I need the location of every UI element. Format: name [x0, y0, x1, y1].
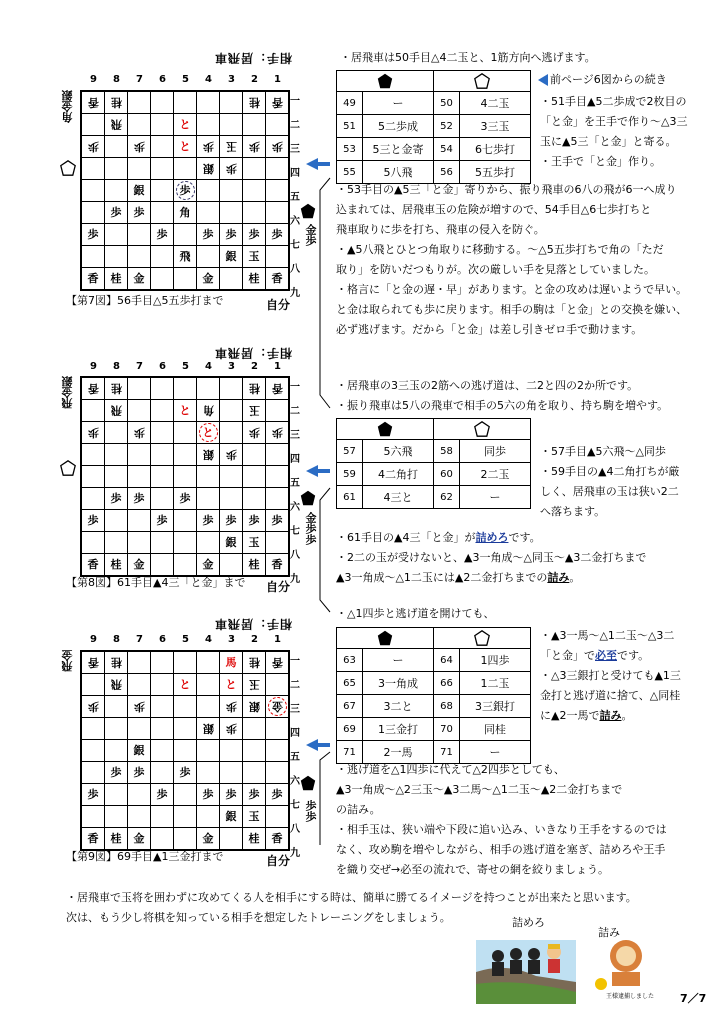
move-row	[337, 440, 531, 463]
shogi-piece: 玉	[248, 678, 260, 691]
shogi-piece: 歩	[248, 140, 260, 153]
shogi-piece: 歩	[248, 228, 260, 241]
move-row	[337, 672, 531, 695]
board1-caption: 【第7図】56手目△5五歩打まで	[66, 294, 224, 307]
move-number: 60	[434, 463, 460, 486]
illus-label-tsumero: 詰めろ	[512, 916, 545, 929]
move-text: 4三と	[363, 486, 434, 509]
paragraph-3: ・61手目の▲4三「と金」が詰めろです。 ・2二の玉が受けないと、▲3一角成～△同玉～▲3二金打ちまで ▲3一角成～△1二玉には▲2二金打ちまでの詰み。	[336, 531, 647, 584]
move-text: 1四歩	[460, 649, 531, 672]
black-pentagon-icon	[377, 630, 393, 646]
shogi-piece: と	[199, 423, 218, 442]
shogi-piece: 歩	[271, 514, 283, 527]
white-pentagon-icon	[474, 73, 490, 89]
board2-self-label: 自分	[266, 580, 291, 594]
shogi-piece: 飛	[110, 118, 122, 131]
side-notes-2: ・57手目▲5六飛～△同歩 ・59手目の▲4二角打ちが厳 しく、居飛車の玉は狭い2二 へ落ちます。	[540, 445, 680, 518]
move-row	[337, 138, 531, 161]
footer-text: ・居飛車で玉将を囲わずに攻めてくる人を相手にする時は、簡単に勝てるイメージを持つことが出来たと思います。 次は、もう少し将棋を知っている相手を想定したトレーニングをしましょう。	[66, 891, 637, 924]
page-number: 7／7	[680, 992, 707, 1005]
shogi-piece: 歩	[225, 700, 237, 713]
shogi-piece: と	[179, 118, 191, 131]
move-number: 57	[337, 440, 363, 463]
shogi-piece: 金	[202, 558, 214, 571]
shogi-piece: 玉	[225, 140, 237, 153]
shogi-piece: 金	[202, 272, 214, 285]
shogi-piece: 香	[271, 272, 283, 285]
move-text: 5六飛	[363, 440, 434, 463]
move-text: 4二玉	[460, 92, 531, 115]
move-text: 2二玉	[460, 463, 531, 486]
move-number: 71	[434, 741, 460, 764]
white-pentagon-icon	[474, 421, 490, 437]
shogi-piece: 歩	[225, 788, 237, 801]
shogi-piece: 銀	[225, 536, 237, 549]
shogi-piece: 歩	[110, 206, 122, 219]
shogi-piece: 歩	[271, 228, 283, 241]
shogi-piece: 歩	[87, 426, 99, 439]
move-row	[337, 92, 531, 115]
shogi-piece: と	[179, 678, 191, 691]
shogi-piece: 玉	[248, 536, 260, 549]
white-pentagon-icon	[474, 630, 490, 646]
board3-self-hand: 歩歩	[304, 800, 317, 822]
shogi-piece: と	[225, 678, 237, 691]
move-number: 51	[337, 115, 363, 138]
shogi-piece: 香	[87, 558, 99, 571]
shogi-piece: 歩	[179, 492, 191, 505]
board1-self-label: 自分	[266, 298, 291, 312]
shogi-piece: 香	[87, 96, 99, 109]
move-number: 64	[434, 649, 460, 672]
shogi-piece: 香	[271, 656, 283, 669]
move-number: 58	[434, 440, 460, 463]
board1-opponent-label: 相手：居飛車	[214, 51, 293, 65]
move-row	[337, 649, 531, 672]
shogi-piece: 歩	[225, 228, 237, 241]
shogi-piece: 桂	[248, 558, 260, 571]
shogi-piece: 金	[202, 832, 214, 845]
move-row	[337, 115, 531, 138]
move-text: ー	[460, 741, 531, 764]
move-text: 3三玉	[460, 115, 531, 138]
move-number: 56	[434, 161, 460, 184]
illus-label-tsumi: 詰み	[598, 926, 620, 939]
shogi-piece: 銀	[133, 184, 145, 197]
moves-table-3	[336, 627, 531, 764]
arrest-illustration	[476, 912, 676, 1004]
shogi-piece: 歩	[202, 788, 214, 801]
shogi-piece: と	[179, 404, 191, 417]
moves-table-1	[336, 70, 531, 184]
shogi-piece: 玉	[248, 250, 260, 263]
move-number: 71	[337, 741, 363, 764]
shogi-piece: 歩	[225, 162, 237, 175]
move-number: 59	[337, 463, 363, 486]
shogi-piece: 歩	[202, 140, 214, 153]
shogi-piece: 玉	[248, 404, 260, 417]
move-number: 67	[337, 695, 363, 718]
shogi-piece: 歩	[133, 492, 145, 505]
shogi-piece: 歩	[133, 426, 145, 439]
black-pentagon-icon	[377, 421, 393, 437]
shogi-piece: 歩	[133, 766, 145, 779]
move-number: 49	[337, 92, 363, 115]
shogi-piece: 歩	[225, 448, 237, 461]
shogi-piece: 金	[133, 272, 145, 285]
moves-table-2	[336, 418, 531, 509]
shogi-piece: 銀	[133, 744, 145, 757]
shogi-piece: 桂	[110, 382, 122, 395]
shogi-piece: 歩	[225, 514, 237, 527]
move-text: 3一角成	[363, 672, 434, 695]
shogi-piece: 飛	[110, 678, 122, 691]
move-text: ー	[363, 92, 434, 115]
shogi-piece: 桂	[110, 272, 122, 285]
move-text: 6七歩打	[460, 138, 531, 161]
shogi-piece: 香	[271, 96, 283, 109]
paragraph-2: ・居飛車の3三玉の2筋への逃げ道は、二2と四の2か所です。 ・振り飛車は5八の飛車で相手の5六の角を取り、持ち駒を増やす。	[336, 379, 669, 412]
move-row	[337, 463, 531, 486]
shogi-piece: 桂	[248, 272, 260, 285]
shogi-piece: 桂	[248, 382, 260, 395]
shogi-piece: 歩	[133, 700, 145, 713]
move-text: 1三金打	[363, 718, 434, 741]
tsumi-term: 詰み	[547, 571, 570, 584]
board3-self-label: 自分	[266, 854, 291, 868]
move-number: 52	[434, 115, 460, 138]
shogi-piece: 桂	[248, 656, 260, 669]
board2-caption: 【第8図】61手目▲4三「と金」まで	[66, 576, 246, 589]
shogi-piece: 歩	[202, 514, 214, 527]
shogi-piece: 歩	[156, 228, 168, 241]
shogi-piece: 角	[202, 404, 214, 417]
shogi-piece: 飛	[110, 404, 122, 417]
paragraph-5: ・逃げ道を△1四歩に代えて△2四歩としても、 ▲3一角成～△2三玉～▲3二馬～△1二玉～▲2二金打ちまで の詰み。 ・相手玉は、狭い端や下段に追い込み、いきなり王手をするのでは なく、攻め駒を増やしながら、相手の逃げ道を塞ぎ、詰めろや王手 を織り交ぜ→必至の流れで、寄せの網を絞りましょう。	[336, 763, 667, 876]
shogi-piece: 歩	[110, 492, 122, 505]
shogi-piece: 馬	[225, 656, 237, 669]
shogi-piece: 歩	[248, 514, 260, 527]
move-number: 69	[337, 718, 363, 741]
move-number: 68	[434, 695, 460, 718]
move-number: 66	[434, 672, 460, 695]
shogi-piece: 香	[271, 558, 283, 571]
move-text: 4二角打	[363, 463, 434, 486]
shogi-piece: 銀	[248, 700, 260, 713]
move-row	[337, 718, 531, 741]
board3-column-labels: 9 8 7 6 5 4 3 2 1	[90, 634, 281, 645]
move-text: 3二と	[363, 695, 434, 718]
shogi-piece: 歩	[156, 514, 168, 527]
board2-column-labels: 9 8 7 6 5 4 3 2 1	[90, 361, 281, 372]
move-number: 70	[434, 718, 460, 741]
shogi-piece: 香	[87, 656, 99, 669]
shogi-piece: 歩	[202, 228, 214, 241]
move-number: 62	[434, 486, 460, 509]
shogi-piece: 歩	[271, 788, 283, 801]
shogi-piece: 香	[271, 832, 283, 845]
shogi-piece: 飛	[179, 250, 191, 263]
board1-column-labels: 9 8 7 6 5 4 3 2 1	[90, 74, 281, 85]
board2-row-labels: 一 二 三 四 五 六 七 八 九	[290, 382, 300, 585]
shogi-piece: 歩	[271, 140, 283, 153]
shogi-piece: 香	[87, 832, 99, 845]
shogi-piece: 銀	[202, 162, 214, 175]
shogi-piece: 香	[87, 382, 99, 395]
shogi-piece: 桂	[110, 656, 122, 669]
move-text: ー	[363, 649, 434, 672]
board2-opponent-label: 相手：居飛車	[214, 346, 293, 360]
side-notes-1: ・51手目▲5二歩成で2枚目の 「と金」を王手で作り～△3三 玉に▲5三「と金」と寄る。 ・王手で「と金」作り。	[540, 95, 688, 168]
move-row	[337, 695, 531, 718]
board3-caption: 【第9図】69手目▲1三金打まで	[66, 850, 224, 863]
shogi-piece: 歩	[248, 426, 260, 439]
move-number: 55	[337, 161, 363, 184]
move-text: 1二玉	[460, 672, 531, 695]
shogi-piece: 歩	[133, 140, 145, 153]
side-notes-3: ・▲3一馬～△1二玉～△3二 「と金」で必至です。 ・△3三銀打と受けても▲1三 金打と逃げ道に捨て、△同桂 に▲2一馬で詰み。	[540, 629, 681, 722]
shogi-piece: 歩	[225, 722, 237, 735]
shogi-piece: 銀	[202, 722, 214, 735]
shogi-piece: 香	[271, 382, 283, 395]
move-text: 2一馬	[363, 741, 434, 764]
board1-opponent-hand: 角金銀	[61, 90, 74, 123]
move-text: 5二歩成	[363, 115, 434, 138]
move-number: 65	[337, 672, 363, 695]
move-number: 63	[337, 649, 363, 672]
shogi-piece: 歩	[176, 181, 195, 200]
shogi-piece: 香	[87, 272, 99, 285]
move-number: 61	[337, 486, 363, 509]
shogi-piece: 桂	[110, 832, 122, 845]
move-text: ー	[460, 486, 531, 509]
paragraph-4: ・△1四歩と逃げ道を開けても、	[336, 607, 495, 620]
shogi-piece: 歩	[110, 766, 122, 779]
shogi-piece: 金	[268, 697, 287, 716]
move-number: 53	[337, 138, 363, 161]
gote-header	[434, 71, 531, 92]
shogi-piece: 角	[179, 206, 191, 219]
shogi-piece: 歩	[87, 140, 99, 153]
illus-caption: 王様逮捕しました	[606, 993, 655, 1000]
continuation-note: 前ページ6図からの続き	[550, 73, 667, 86]
shogi-piece: 桂	[110, 96, 122, 109]
tsumi-term-2: 詰み	[599, 709, 622, 722]
shogi-piece: 玉	[248, 810, 260, 823]
shogi-piece: 歩	[133, 206, 145, 219]
move-text: 同桂	[460, 718, 531, 741]
move-text: 同歩	[460, 440, 531, 463]
shogi-piece: 桂	[110, 558, 122, 571]
sente-header	[337, 71, 434, 92]
move-number: 50	[434, 92, 460, 115]
tsumero-term: 詰めろ	[475, 531, 509, 544]
move-text: 5五歩打	[460, 161, 531, 184]
shogi-piece: 桂	[248, 832, 260, 845]
shogi-piece: 桂	[248, 96, 260, 109]
move-text: 5三と金寄	[363, 138, 434, 161]
shogi-piece: 歩	[271, 426, 283, 439]
move-text: 5八飛	[363, 161, 434, 184]
shogi-piece: 歩	[156, 788, 168, 801]
shogi-piece: 金	[133, 558, 145, 571]
board1-self-hand: 金歩	[304, 224, 317, 246]
shogi-piece: 歩	[87, 514, 99, 527]
hisshi-term: 必至	[595, 649, 617, 662]
board3-opponent-label: 相手：居飛車	[214, 617, 293, 631]
shogi-piece: 金	[133, 832, 145, 845]
move-text: 3三銀打	[460, 695, 531, 718]
shogi-piece: と	[179, 140, 191, 153]
shogi-piece: 歩	[87, 228, 99, 241]
shogi-piece: 銀	[225, 810, 237, 823]
intro-text-1: ・居飛車は50手目△4二玉と、1筋方向へ逃げます。	[340, 51, 596, 64]
board2-opponent-hand: 飛金銀	[61, 376, 74, 409]
move-number: 54	[434, 138, 460, 161]
board2-self-hand: 金歩歩	[304, 512, 317, 545]
shogi-piece: 歩	[248, 788, 260, 801]
shogi-piece: 銀	[202, 448, 214, 461]
shogi-piece: 歩	[87, 788, 99, 801]
move-row	[337, 486, 531, 509]
shogi-piece: 歩	[87, 700, 99, 713]
board1-row-labels: 一 二 三 四 五 六 七 八 九	[290, 96, 300, 299]
board3-row-labels: 一 二 三 四 五 六 七 八 九	[290, 656, 300, 859]
shogi-piece: 銀	[225, 250, 237, 263]
shogi-piece: 歩	[179, 766, 191, 779]
paragraph-1: ・53手目の▲5三「と金」寄りから、振り飛車の6八の飛が6一へ成り 込まれては、居飛車玉の危険が増すので、54手目△6七歩打ちと 飛車取りに歩を打ち、飛車の侵入を防ぐ。 ・▲5八飛とひとつ角取りに移動する。～△5五歩打ちで角の「ただ 取り」を防いだつもりが。次の厳しい手を見落としていました。 ・格言に「と金の遅・早」があります。と金の攻めは遅いようで早い。 と金は取られても歩に戻ります。相手の駒は「と金」との交換を嫌い、 必ず逃げます。だから「と金」は差し引きゼロ手で動けます。	[336, 183, 688, 336]
black-pentagon-icon	[377, 73, 393, 89]
board3-opponent-hand: 飛金	[61, 650, 74, 672]
